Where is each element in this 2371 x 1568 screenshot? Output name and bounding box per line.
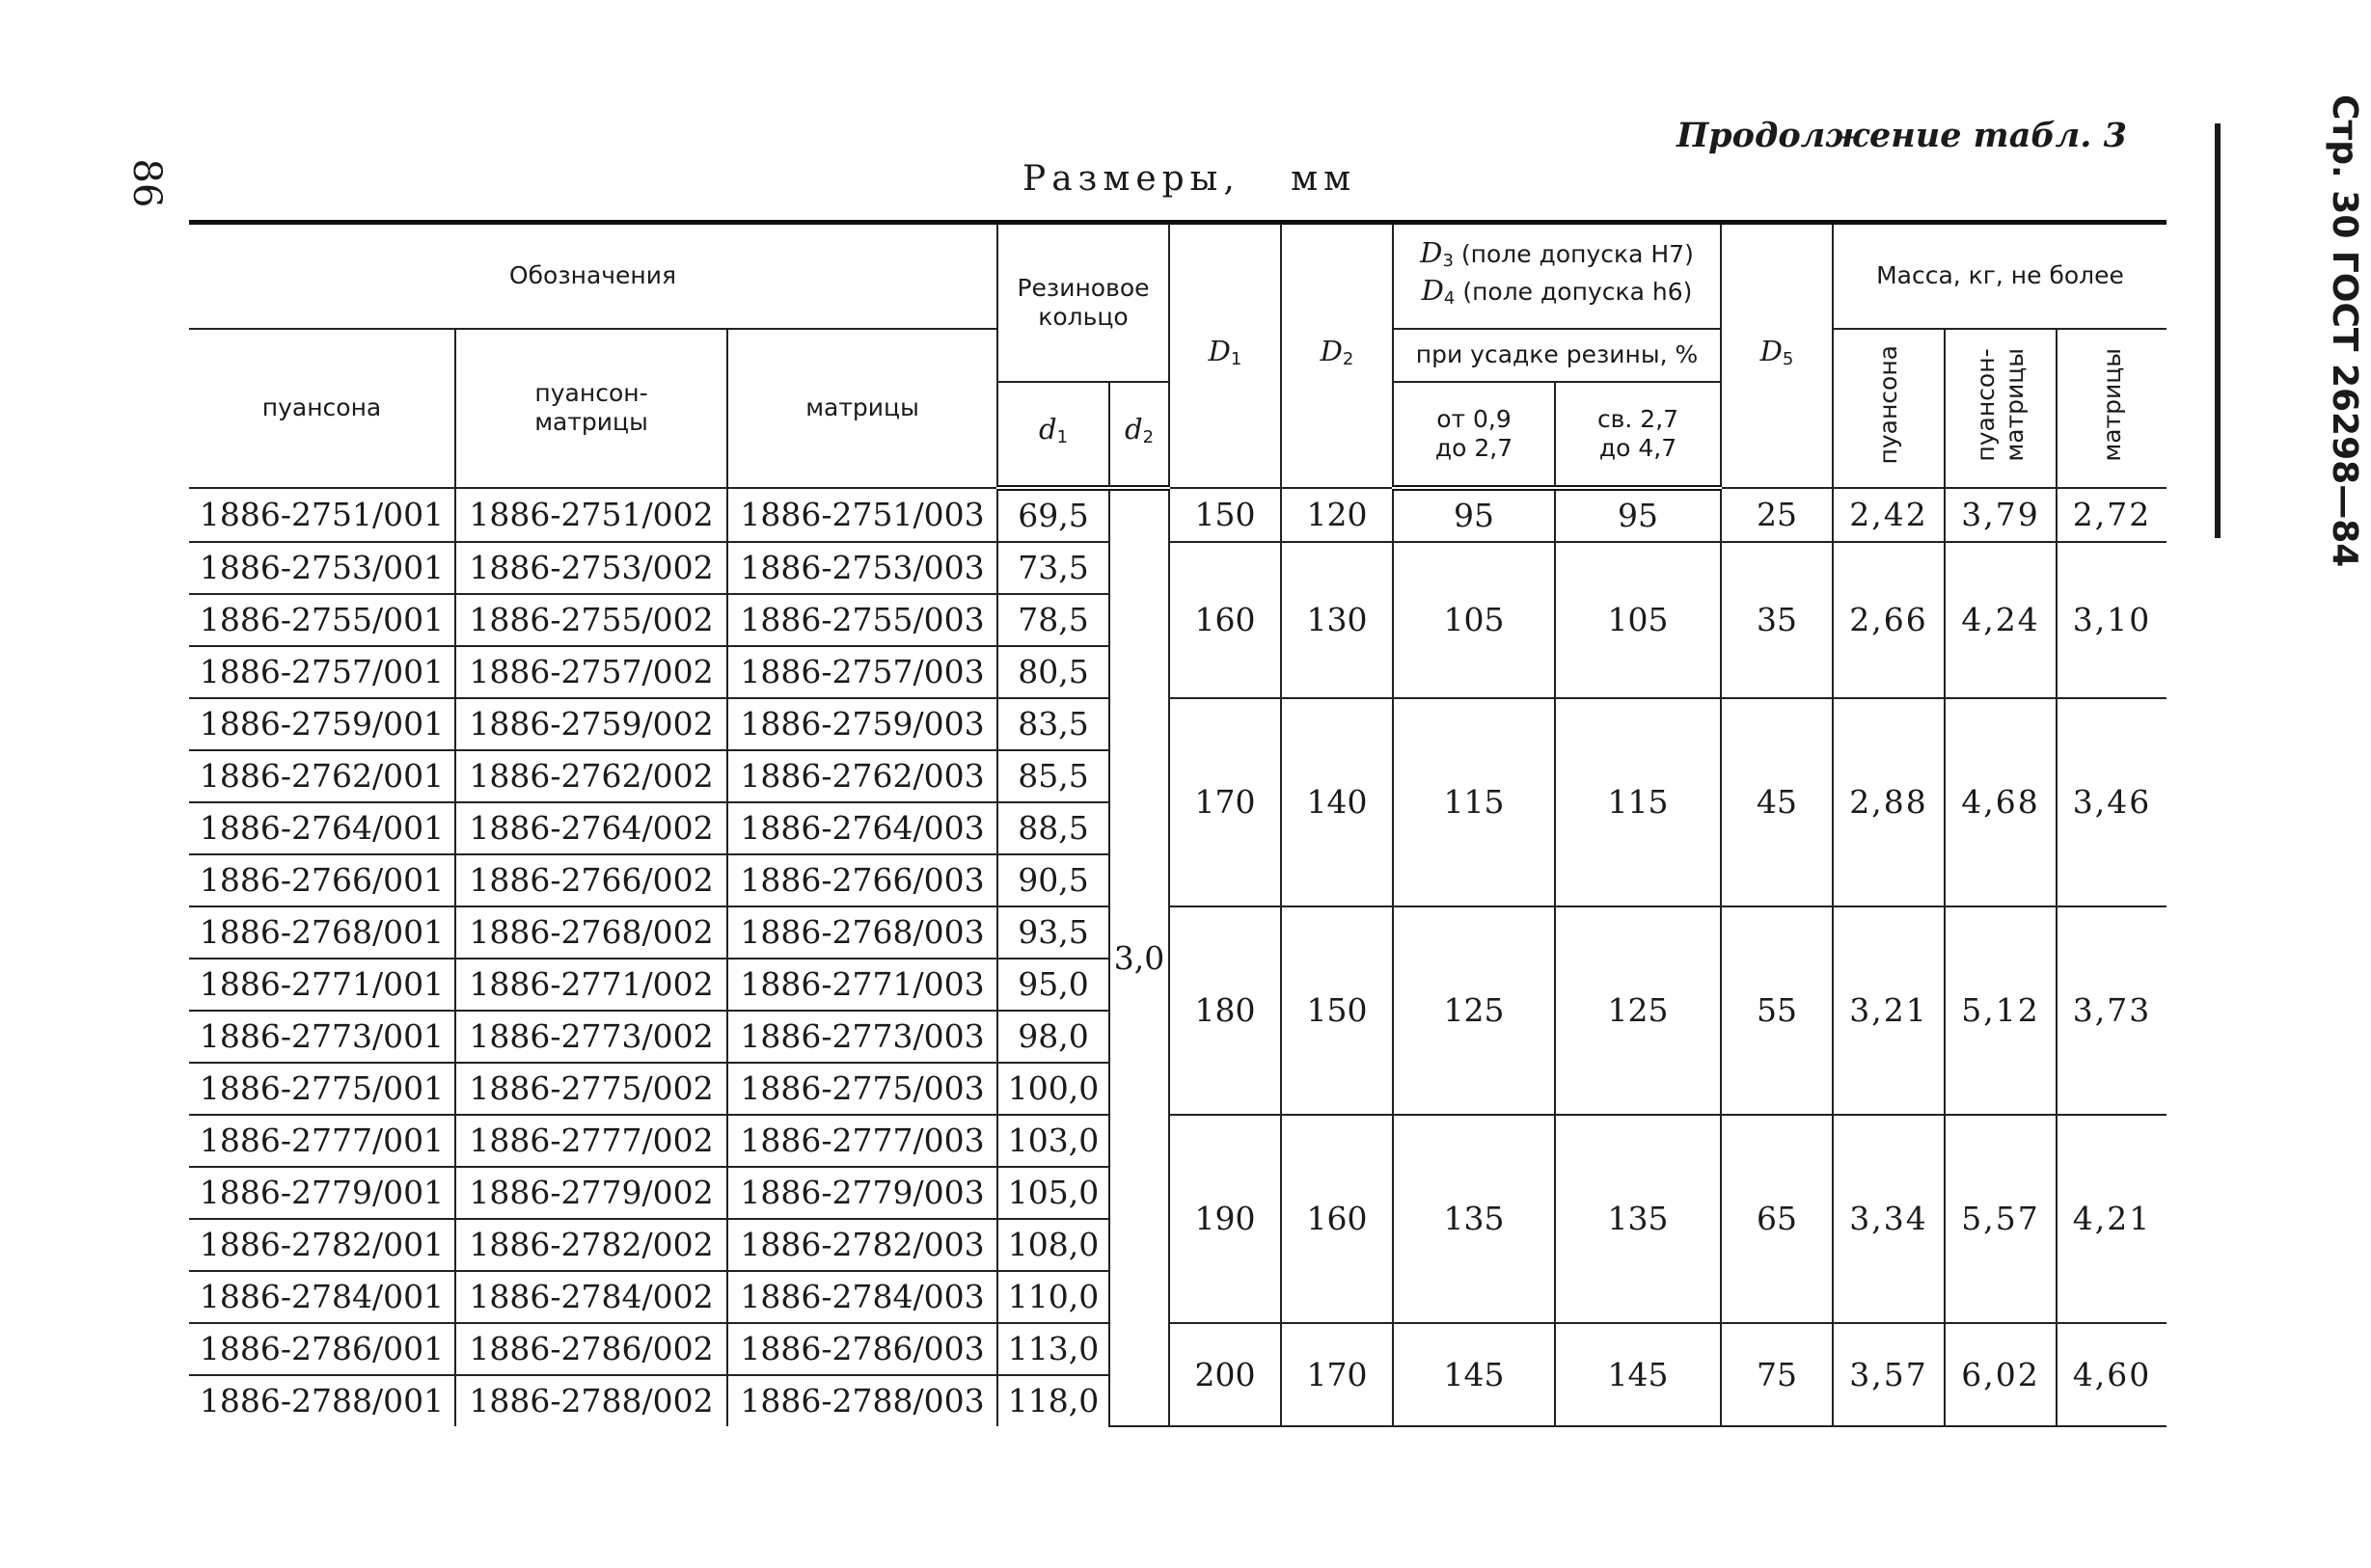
mass-die-value: 3,73: [2057, 906, 2167, 1115]
punch-die-code: 1886-2777/002: [455, 1115, 727, 1167]
mass-die-value: 3,10: [2057, 542, 2167, 698]
mass-die-value: 3,46: [2057, 698, 2167, 906]
table-continuation-label: Продолжение табл. 3: [1676, 116, 2127, 155]
D2-header: $D_2$: [1281, 223, 1393, 488]
D5-value: 25: [1721, 488, 1833, 542]
punch-die-code: 1886-2757/002: [455, 646, 727, 698]
range2-header: св. 2,7 до 4,7: [1555, 382, 1721, 488]
table-row: [189, 1323, 2167, 1375]
d1-value: 73,5: [997, 542, 1109, 594]
punch-die-code: 1886-2784/002: [455, 1271, 727, 1323]
mass-header: Масса, кг, не более: [1833, 223, 2167, 329]
punch-code: 1886-2759/001: [189, 698, 455, 750]
mass-punch-value: 3,57: [1833, 1323, 1945, 1426]
mass-die-value: 2,72: [2057, 488, 2167, 542]
D2-value: 160: [1281, 1115, 1393, 1323]
D2-value: 120: [1281, 488, 1393, 542]
punch-code: 1886-2751/001: [189, 488, 455, 542]
die-code: 1886-2777/003: [727, 1115, 997, 1167]
D4-value: 105: [1555, 542, 1721, 698]
D3-value: 115: [1393, 698, 1555, 906]
punch-code: 1886-2779/001: [189, 1167, 455, 1219]
mass-punch-die-value: 4,68: [1945, 698, 2057, 906]
table-row: [189, 488, 2167, 542]
die-code: 1886-2784/003: [727, 1271, 997, 1323]
die-code: 1886-2755/003: [727, 594, 997, 646]
mass-die-value: 4,21: [2057, 1115, 2167, 1323]
die-code: 1886-2779/003: [727, 1167, 997, 1219]
punch-die-code: 1886-2788/002: [455, 1375, 727, 1426]
D3-value: 145: [1393, 1323, 1555, 1426]
D2-value: 140: [1281, 698, 1393, 906]
D3-D4-header: $D_3$ (поле допуска H7) $D_4$ (поле допуска h6): [1393, 223, 1721, 329]
D2-value: 170: [1281, 1323, 1393, 1426]
d2-header: $d_2$: [1109, 382, 1169, 488]
table-caption: Размеры, мм: [1022, 159, 1357, 199]
punch-code: 1886-2784/001: [189, 1271, 455, 1323]
D5-header: $D_5$: [1721, 223, 1833, 488]
D3-value: 105: [1393, 542, 1555, 698]
punch-code: 1886-2766/001: [189, 854, 455, 906]
mass-punch-die-value: 6,02: [1945, 1323, 2057, 1426]
d1-value: 69,5: [997, 488, 1109, 542]
d1-header: $d_1$: [997, 382, 1109, 488]
punch-die-code: 1886-2751/002: [455, 488, 727, 542]
D3-value: 135: [1393, 1115, 1555, 1323]
die-code: 1886-2753/003: [727, 542, 997, 594]
mass-punch-die-value: 5,12: [1945, 906, 2057, 1115]
mass-punch-die-value: 4,24: [1945, 542, 2057, 698]
punch-die-code: 1886-2775/002: [455, 1063, 727, 1115]
punch-die-code: 1886-2768/002: [455, 906, 727, 959]
rubber-ring-header: Резиновое кольцо: [997, 223, 1169, 382]
D4-value: 95: [1555, 488, 1721, 542]
mass-punch-value: 3,21: [1833, 906, 1945, 1115]
punch-code: 1886-2786/001: [189, 1323, 455, 1375]
punch-die-code: 1886-2766/002: [455, 854, 727, 906]
punch-die-code: 1886-2755/002: [455, 594, 727, 646]
D5-value: 75: [1721, 1323, 1833, 1426]
D3-value: 95: [1393, 488, 1555, 542]
d1-value: 95,0: [997, 959, 1109, 1011]
mass-punch-value: 2,88: [1833, 698, 1945, 906]
d1-value: 78,5: [997, 594, 1109, 646]
mass-punch-value: 2,66: [1833, 542, 1945, 698]
punch-code: 1886-2771/001: [189, 959, 455, 1011]
die-code: 1886-2786/003: [727, 1323, 997, 1375]
side-rule: [2215, 123, 2221, 538]
d1-value: 80,5: [997, 646, 1109, 698]
running-header: Стр. 30 ГОСТ 26298—84: [2325, 95, 2364, 568]
table-row: [189, 542, 2167, 594]
D1-value: 200: [1169, 1323, 1281, 1426]
punch-code: 1886-2775/001: [189, 1063, 455, 1115]
D4-value: 115: [1555, 698, 1721, 906]
d1-value: 85,5: [997, 750, 1109, 802]
die-code: 1886-2782/003: [727, 1219, 997, 1271]
D3-value: 125: [1393, 906, 1555, 1115]
dimensions-table: [189, 220, 2167, 1427]
mass-punch-die-value: 3,79: [1945, 488, 2057, 542]
die-code: 1886-2775/003: [727, 1063, 997, 1115]
D5-value: 65: [1721, 1115, 1833, 1323]
d1-value: 108,0: [997, 1219, 1109, 1271]
table-row: [189, 1115, 2167, 1167]
D1-value: 150: [1169, 488, 1281, 542]
D4-value: 135: [1555, 1115, 1721, 1323]
D2-value: 150: [1281, 906, 1393, 1115]
punch-code: 1886-2753/001: [189, 542, 455, 594]
shrink-header: при усадке резины, %: [1393, 329, 1721, 382]
d1-value: 113,0: [997, 1323, 1109, 1375]
die-code: 1886-2751/003: [727, 488, 997, 542]
D4-value: 125: [1555, 906, 1721, 1115]
punch-code: 1886-2782/001: [189, 1219, 455, 1271]
d1-value: 100,0: [997, 1063, 1109, 1115]
punch-code: 1886-2777/001: [189, 1115, 455, 1167]
punch-die-code: 1886-2771/002: [455, 959, 727, 1011]
page-number: 86: [124, 158, 169, 208]
designations-header: Обозначения: [189, 223, 997, 329]
punch-die-code: 1886-2762/002: [455, 750, 727, 802]
mass-die-value: 4,60: [2057, 1323, 2167, 1426]
D1-value: 180: [1169, 906, 1281, 1115]
die-code: 1886-2768/003: [727, 906, 997, 959]
d1-value: 105,0: [997, 1167, 1109, 1219]
D1-value: 160: [1169, 542, 1281, 698]
d1-value: 103,0: [997, 1115, 1109, 1167]
punch-code: 1886-2762/001: [189, 750, 455, 802]
d1-value: 110,0: [997, 1271, 1109, 1323]
table-row: [189, 698, 2167, 750]
d2-value: 3,0: [1109, 488, 1169, 1426]
die-code: 1886-2764/003: [727, 802, 997, 854]
D5-value: 45: [1721, 698, 1833, 906]
mass-punch-die-header: пуансон- матрицы: [1945, 329, 2057, 488]
D5-value: 55: [1721, 906, 1833, 1115]
d1-value: 118,0: [997, 1375, 1109, 1426]
mass-punch-value: 2,42: [1833, 488, 1945, 542]
d1-value: 83,5: [997, 698, 1109, 750]
punch-code: 1886-2764/001: [189, 802, 455, 854]
D1-value: 190: [1169, 1115, 1281, 1323]
d1-value: 93,5: [997, 906, 1109, 959]
punch-die-code: 1886-2773/002: [455, 1011, 727, 1063]
punch-die-code: 1886-2786/002: [455, 1323, 727, 1375]
die-code: 1886-2766/003: [727, 854, 997, 906]
punch-die-code: 1886-2779/002: [455, 1167, 727, 1219]
die-code: 1886-2757/003: [727, 646, 997, 698]
punch-die-code: 1886-2764/002: [455, 802, 727, 854]
d1-value: 90,5: [997, 854, 1109, 906]
die-code: 1886-2788/003: [727, 1375, 997, 1426]
D4-value: 145: [1555, 1323, 1721, 1426]
D1-header: $D_1$: [1169, 223, 1281, 488]
punch-die-code: 1886-2782/002: [455, 1219, 727, 1271]
mass-punch-header: пуансона: [1833, 329, 1945, 488]
punch-header: пуансона: [189, 329, 455, 488]
punch-die-code: 1886-2753/002: [455, 542, 727, 594]
die-code: 1886-2773/003: [727, 1011, 997, 1063]
d1-value: 98,0: [997, 1011, 1109, 1063]
punch-code: 1886-2788/001: [189, 1375, 455, 1426]
punch-code: 1886-2768/001: [189, 906, 455, 959]
punch-code: 1886-2773/001: [189, 1011, 455, 1063]
mass-die-header: матрицы: [2057, 329, 2167, 488]
d1-value: 88,5: [997, 802, 1109, 854]
die-code: 1886-2762/003: [727, 750, 997, 802]
mass-punch-value: 3,34: [1833, 1115, 1945, 1323]
D1-value: 170: [1169, 698, 1281, 906]
punch-die-code: 1886-2759/002: [455, 698, 727, 750]
die-code: 1886-2759/003: [727, 698, 997, 750]
punch-die-header: пуансон- матрицы: [455, 329, 727, 488]
D2-value: 130: [1281, 542, 1393, 698]
punch-code: 1886-2757/001: [189, 646, 455, 698]
D5-value: 35: [1721, 542, 1833, 698]
die-code: 1886-2771/003: [727, 959, 997, 1011]
die-header: матрицы: [727, 329, 997, 488]
punch-code: 1886-2755/001: [189, 594, 455, 646]
mass-punch-die-value: 5,57: [1945, 1115, 2057, 1323]
table-row: [189, 906, 2167, 959]
range1-header: от 0,9 до 2,7: [1393, 382, 1555, 488]
